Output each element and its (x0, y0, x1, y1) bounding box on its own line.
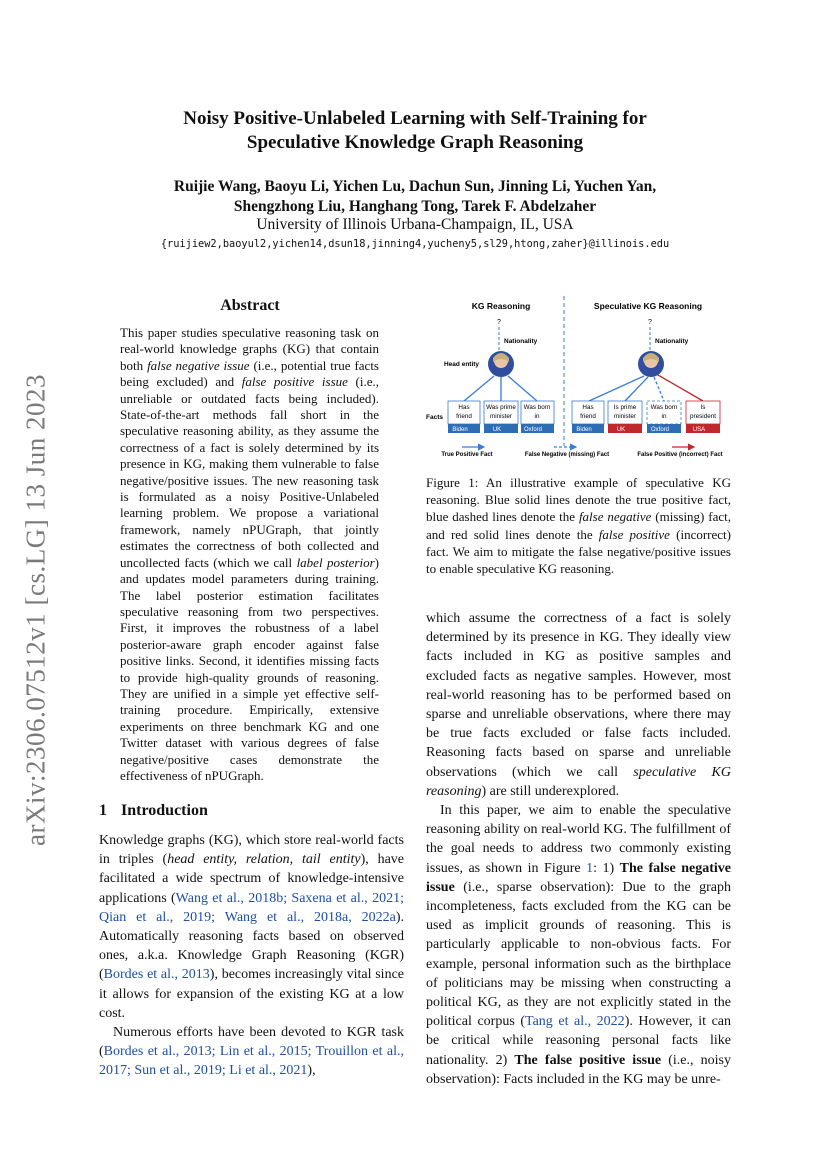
legend-true-positive: True Positive Fact (441, 452, 493, 458)
svg-text:Was prime: Was prime (486, 404, 516, 411)
intro-paragraph-1: Knowledge graphs (KG), which store real-world facts in triples (head entity, relation, tail entity), have facilitated a wide spectrum of knowledge-intensive applications (Wang et al., 2018b; Saxena et al., 2021; Qian et al., 2019; Wang et al., 2018a, 2022a). Automatically reasoning facts based on observed ones, a.k.a. Knowledge Graph Reasoning (KGR) (Bordes et al., 2013), becomes increasingly vital since it allows for expansion of the existing KG at a low cost. (99, 833, 405, 1021)
arxiv-identifier: arXiv:2306.07512v1 [cs.LG] 13 Jun 2023 (20, 374, 51, 846)
question-mark-left: ? (497, 319, 501, 326)
figure-1 (424, 296, 736, 461)
abstract-emph: false negative issue (147, 357, 250, 373)
svg-text:Was born: Was born (650, 404, 678, 411)
svg-text:president: president (690, 413, 716, 420)
abstract-text: (i.e., potential true facts being excluded) and (120, 357, 379, 390)
head-entity-avatar-left (488, 351, 514, 377)
authors-line-1: Ruijie Wang, Baoyu Li, Yichen Lu, Dachun Sun, Jinning Li, Yuchen Yan, (173, 178, 657, 195)
svg-text:UK: UK (492, 427, 502, 433)
svg-text:Biden: Biden (576, 427, 592, 433)
introduction-left-column (99, 831, 404, 1081)
svg-text:Was born: Was born (523, 404, 551, 411)
svg-text:USA: USA (692, 427, 706, 433)
abstract-emph: false positive issue (241, 374, 348, 390)
author-emails: {ruijiew2,baoyul2,yichen14,dsun18,jinning4,yucheny5,sl29,htong,zaher}@illinois.edu (160, 238, 670, 250)
authors-line-2: Shengzhong Liu, Hanghang Tong, Tarek F. Abdelzaher (233, 198, 597, 215)
question-mark-right: ? (648, 319, 652, 326)
introduction-right-column (426, 609, 731, 1089)
citation-link[interactable]: Bordes et al., 2013 (103, 967, 210, 983)
left-fact-3 (521, 401, 554, 433)
svg-text:minister: minister (613, 413, 637, 420)
svg-text:in: in (661, 413, 667, 420)
author-list (90, 177, 740, 217)
svg-text:UK: UK (616, 427, 626, 433)
citation-link[interactable]: Bordes et al., 2013; Lin et al., 2015; Trouillon et al., 2017; Sun et al., 2019; Li et al., 2021 (99, 1044, 404, 1079)
figure-ref-link[interactable]: 1 (586, 860, 594, 876)
svg-text:Biden: Biden (452, 427, 468, 433)
title-line-1: Noisy Positive-Unlabeled Learning with Self-Training for (183, 108, 647, 129)
svg-text:minister: minister (489, 413, 513, 420)
section-heading-introduction: 1 Introduction (99, 802, 208, 819)
paper-title (110, 107, 720, 155)
right-panel-title: Speculative KG Reasoning (593, 301, 703, 311)
abstract-body (120, 325, 379, 784)
left-panel-title: KG Reasoning (471, 301, 531, 311)
right-fact-4 (686, 401, 720, 433)
affiliation: University of Illinois Urbana-Champaign, IL, USA (256, 216, 574, 233)
right-paragraph-2: In this paper, we aim to enable the speculative reasoning ability on real-world KG. The fulfillment of the goal needs to address two commonly existing issues, as shown in Figure 1: 1) The false negative issue (i.e., sparse observation): Due to the graph incompleteness, facts excluded from the KG can be used as implicit grounds of reasoning. This is particularly applicable to non-obvious facts. For example, personal information such as the birthplace of politicians may be missing when constructing a political KG, as they are not explicitly stated in the political corpus (Tang et al., 2022). However, it can be critical while reasoning personal facts like nationality. 2) The false positive issue (i.e., noisy observation): Facts included in the KG may be unre- (426, 803, 731, 1087)
arxiv-sidebar (14, 360, 58, 860)
nationality-label-right: Nationality (655, 338, 689, 345)
citation-link[interactable]: Wang et al., 2018b; Saxena et al., 2021; Qian et al., 2019; Wang et al., 2018a, 2022a (99, 890, 404, 925)
svg-text:friend: friend (456, 413, 472, 420)
legend-false-negative: False Negative (missing) Fact (524, 452, 610, 458)
svg-text:Has: Has (458, 404, 470, 411)
head-entity-label: Head entity (444, 361, 480, 368)
figure-caption: Figure 1: An illustrative example of speculative KG reasoning. Blue solid lines denote the true positive fact, blue dashed lines denote the false negative (missing) fact, and red solid lines denote the false positive (incorrect) fact. We aim to mitigate the false negative/positive issues to enable speculative KG reasoning. (426, 475, 731, 577)
abstract-emph: label posterior (296, 554, 375, 570)
kg-reasoning-diagram (424, 296, 736, 461)
intro-paragraph-2: Numerous efforts have been devoted to KGR task (Bordes et al., 2013; Lin et al., 2015; Trouillon et al., 2017; Sun et al., 2019; Li et al., 2021), (99, 1025, 404, 1079)
svg-text:Is prime: Is prime (613, 404, 637, 411)
svg-text:in: in (534, 413, 540, 420)
right-fact-3 (647, 401, 681, 433)
svg-text:Oxford: Oxford (523, 427, 543, 433)
abstract-heading: Abstract (220, 297, 280, 314)
svg-text:Is: Is (700, 404, 706, 411)
citation-link[interactable]: Tang et al., 2022 (525, 1014, 625, 1030)
abstract-text: ) and updates model parameters during training. The label posterior estimation facilitates speculative reasoning from two perspectives. First, it improves the robustness of a label posterior-aware graph encoder against false positive links. Second, it identifies missing facts to provide high-quality grounds of reasoning. They are unified in a simple yet effective self-training procedure. Empirically, extensive experiments on three benchmark KG and one Twitter dataset with various degrees of false negative/positive cases demonstrate the effectiveness of nPUGraph. (120, 554, 379, 783)
right-fact-2 (608, 401, 642, 433)
svg-text:friend: friend (580, 413, 596, 420)
head-entity-avatar-right (638, 351, 664, 377)
left-fact-2 (484, 401, 518, 433)
facts-label: Facts (426, 414, 443, 421)
svg-text:Has: Has (582, 404, 594, 411)
legend-false-positive: False Positive (incorrect) Fact (637, 452, 723, 458)
right-fact-1 (572, 401, 604, 433)
svg-text:Oxford: Oxford (650, 427, 670, 433)
nationality-label-left: Nationality (504, 338, 538, 345)
abstract-text: This paper studies speculative reasoning task on real-world knowledge graphs (KG) that contain both (120, 325, 379, 373)
right-paragraph-1: which assume the correctness of a fact is solely determined by its presence in KG. They ideally view facts included in KG as positive samples and excluded facts as negative samples. However, most real-world reasoning has to be performed based on sparse and unreliable observations, where there may be true facts excluded or false facts included. Reasoning facts based on sparse and unreliable observations (which we call speculative KG reasoning) are still underexplored. (426, 611, 731, 799)
abstract-text: (i.e., unreliable or outdated facts being included). State-of-the-art methods fall short in the speculative reasoning ability, as they assume the correctness of a fact is solely determined by its presence in KG, making them vulnerable to false negative/positive issues. The new reasoning task is formulated as a noisy Positive-Unlabeled learning problem. We propose a variational framework, namely nPUGraph, that jointly estimates the correctness of both collected and uncollected facts (which we call (120, 374, 379, 570)
title-line-2: Speculative Knowledge Graph Reasoning (246, 132, 584, 153)
left-fact-1 (448, 401, 480, 433)
